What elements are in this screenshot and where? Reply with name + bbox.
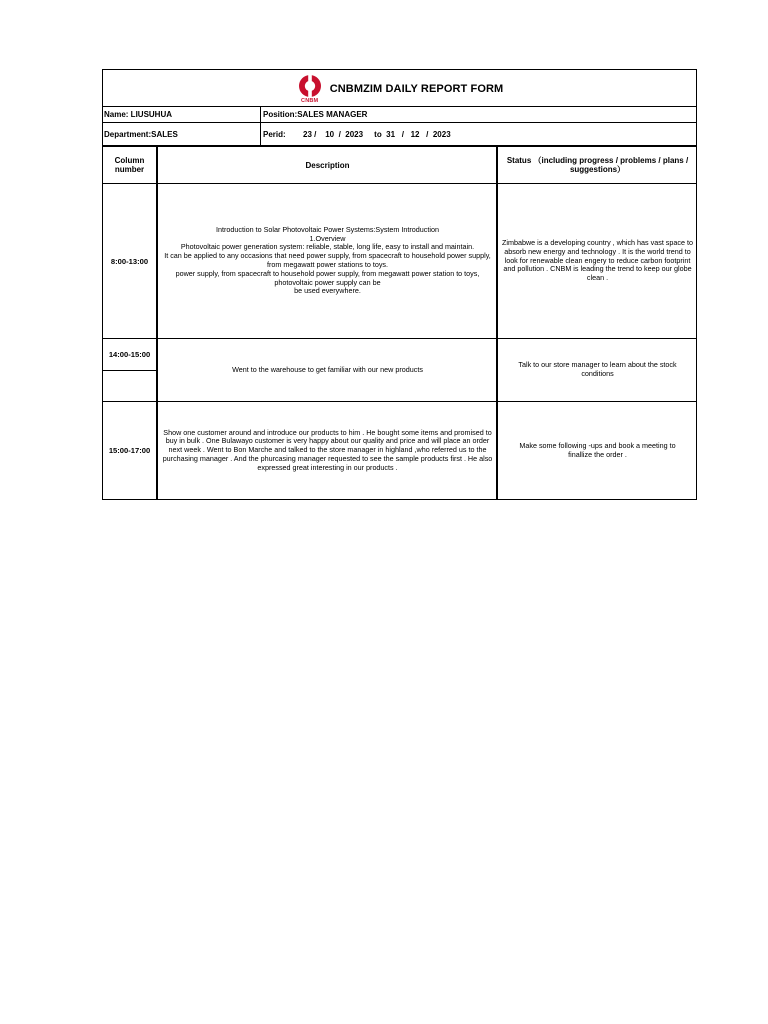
period-field (263, 123, 693, 145)
daily-report-form (102, 69, 697, 500)
table-row-status: Zimbabwe is a developing country , which has vast space to absorb new energy and technology . It is the world trend to look for renewable clean engery to reduce carbon footprint and pollution . CNBM is leading the trend to keep our globe clean . (502, 238, 693, 283)
table-row-description: Went to the warehouse to get familiar with our new products (232, 364, 423, 374)
period-label: Perid: (263, 129, 286, 139)
table-row-status: Make some following -ups and book a meeting to finallize the order . (519, 440, 676, 459)
name-field: Name: LIUSUHUA (104, 110, 173, 119)
position-field: Position:SALES MANAGER (263, 110, 368, 119)
header-description: Description (305, 160, 350, 170)
table-row-description: Introduction to Solar Photovoltaic Power Systems:System Introduction 1.Overview Photovoltaic power generation system: reliable, stable, long life, easy to install and maintain. It can be applied to any occasions that need power supply, from spacecraft to household power supply, from megawatt power stations to toys. power supply, from spacecraft to household power supply, from megawatt power station to toys, photovoltaic power supply can be be used everywhere. (164, 224, 491, 296)
table-row-time: 15:00-17:00 (108, 446, 151, 455)
form-title: CNBMZIM DAILY REPORT FORM (329, 82, 504, 95)
table-row-description: Show one customer around and introduce our products to him . He bought some items and promised to buy in bulk . One Bulawayo customer is very happy about our quality and price and will place an order next week . Went to Bon Marche and talked to the store manager in highland ,who referred us to the purchasing manager . And the phurcasing manager requested to see the sample products first . He also expressed great interesting in our products . (162, 427, 493, 472)
table-row-time: 8:00-13:00 (110, 256, 149, 266)
cnbm-logo (296, 74, 324, 106)
table-row-status: Talk to our store manager to learn about the stock conditions (518, 360, 677, 378)
period-value: 23 / 10 / 2023 to 31 / 12 / 2023 (303, 129, 451, 139)
logo-text: CNBM (301, 97, 319, 104)
cnbm-logo-icon (298, 74, 322, 98)
header-column-number: Column number (114, 156, 145, 174)
department-field: Department:SALES (104, 129, 178, 139)
header-status: Status （including progress / problems / plans / suggestions） (506, 156, 689, 174)
form-title-bar (103, 70, 696, 107)
table-row-time: 14:00-15:00 (108, 349, 151, 359)
